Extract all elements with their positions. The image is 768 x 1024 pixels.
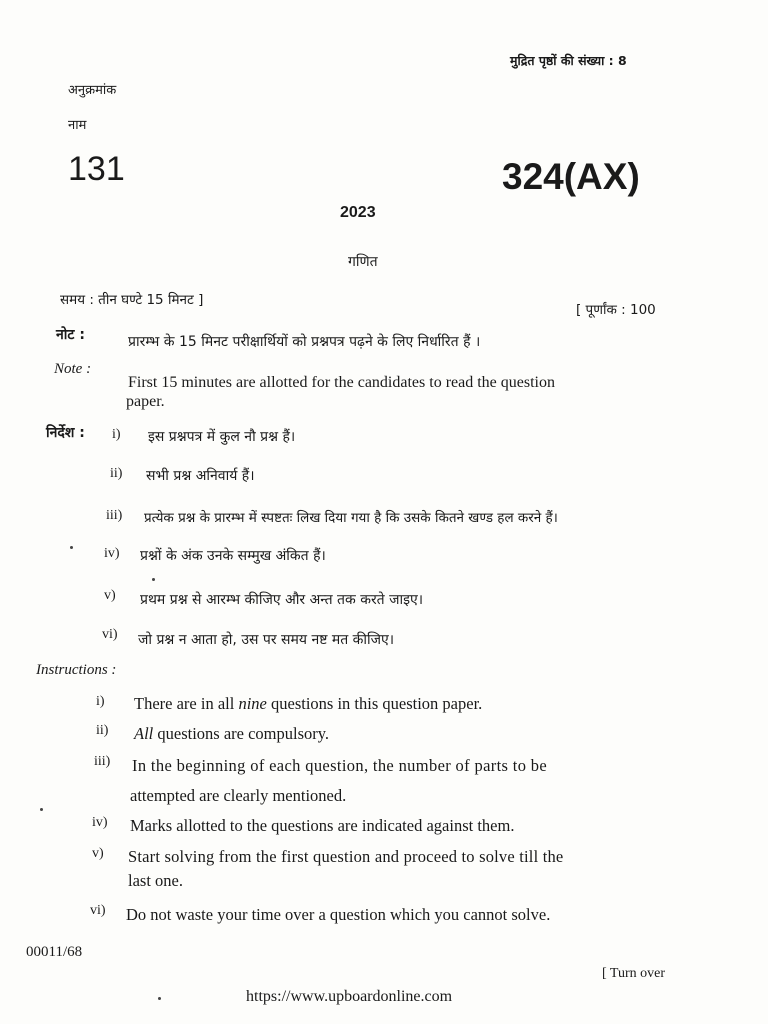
instruction-text: There are in all nine questions in this question paper. (134, 694, 483, 713)
note-en-label: Note : (54, 361, 92, 377)
subject: गणित (348, 254, 378, 270)
website-link[interactable]: https://www.upboardonline.com (246, 988, 453, 1005)
scan-speck (152, 578, 155, 581)
instruction-num: ii) (96, 723, 109, 738)
direction-text: सभी प्रश्न अनिवार्य हैं। (146, 468, 255, 484)
scan-speck (70, 546, 73, 549)
direction-text: जो प्रश्न न आता हो, उस पर समय नष्ट मत कीजिए। (138, 632, 395, 648)
direction-num: ii) (110, 466, 123, 481)
max-marks: [ पूर्णांक : 100 (576, 302, 656, 318)
direction-num: iv) (104, 546, 120, 561)
instructions-label: Instructions : (36, 662, 117, 678)
scan-speck (158, 997, 161, 1000)
direction-text: इस प्रश्नपत्र में कुल नौ प्रश्न हैं। (148, 429, 296, 445)
direction-text: प्रथम प्रश्न से आरम्भ कीजिए और अन्त तक करते जाइए। (140, 592, 424, 608)
year: 2023 (340, 204, 376, 221)
instruction-text: All questions are compulsory. (134, 724, 330, 743)
instruction-num: iii) (94, 754, 111, 769)
instruction-text: Do not waste your time over a question which you cannot solve. (126, 905, 551, 924)
printed-pages: मुद्रित पृष्ठों की संख्या : 8 (510, 53, 627, 68)
scan-speck (40, 808, 43, 811)
instruction-num: iv) (92, 815, 108, 830)
direction-num: iii) (106, 508, 123, 523)
direction-num: vi) (102, 627, 118, 642)
instruction-text-cont: attempted are clearly mentioned. (130, 786, 347, 805)
direction-text: प्रश्नों के अंक उनके सम्मुख अंकित हैं। (140, 548, 326, 564)
instruction-text: Start solving from the first question and proceed to solve till the (128, 847, 564, 866)
turn-over: [ Turn over (602, 966, 666, 981)
instruction-num: v) (92, 846, 104, 861)
note-en-line1: First 15 minutes are allotted for the candidates to read the question (128, 374, 555, 391)
directions-label: निर्देश : (46, 425, 85, 441)
time-allowed: समय : तीन घण्टे 15 मिनट ] (60, 292, 204, 308)
instruction-num: i) (96, 694, 105, 709)
name-label: नाम (68, 118, 87, 133)
note-hi-text: प्रारम्भ के 15 मिनट परीक्षार्थियों को प्रश्नपत्र पढ़ने के लिए निर्धारित हैं । (128, 334, 481, 350)
footer-code: 00011/68 (26, 944, 83, 960)
instruction-num: vi) (90, 903, 106, 918)
direction-num: v) (104, 588, 116, 603)
paper-code: 324(AX) (502, 156, 640, 197)
instruction-text: In the beginning of each question, the number of parts to be (132, 756, 548, 775)
note-en-line2: paper. (126, 393, 165, 410)
instruction-text-cont: last one. (128, 871, 183, 890)
question-number: 131 (68, 150, 125, 188)
direction-num: i) (112, 427, 121, 442)
roll-no-label: अनुक्रमांक (68, 83, 117, 98)
instruction-text: Marks allotted to the questions are indicated against them. (130, 816, 515, 835)
note-hi-label: नोट : (56, 327, 85, 343)
direction-text: प्रत्येक प्रश्न के प्रारम्भ में स्पष्टतः लिख दिया गया है कि उसके कितने खण्ड हल करने हैं। (144, 510, 558, 526)
